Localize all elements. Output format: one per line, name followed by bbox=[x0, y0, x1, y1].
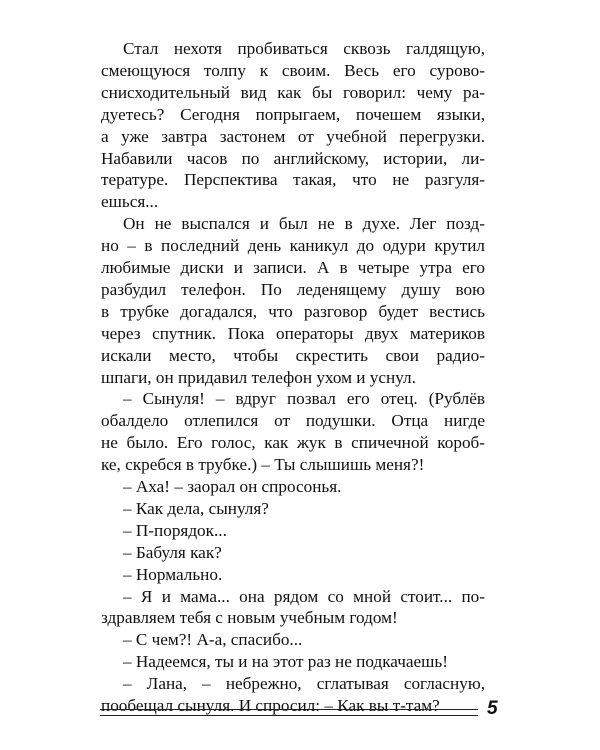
text-line: Он не выспался и был не в духе. Лег позд- bbox=[123, 214, 485, 234]
dialogue-line: – С чем?! А-а, спасибо... bbox=[123, 630, 303, 650]
text-line: смеющуюся толпу к своим. Весь его сурово- bbox=[101, 60, 485, 80]
dialogue-line: – Я и мама... она рядом со мной стоит... по- bbox=[123, 586, 485, 606]
text-line: Набавили часов по английскому, истории, ли- bbox=[101, 148, 485, 168]
dialogue-line: здравляем тебя с новым учебным годом! bbox=[101, 608, 398, 628]
text-line: шпаги, он придавил телефон ухом и уснул. bbox=[101, 367, 416, 387]
page-number: 5 bbox=[487, 698, 498, 719]
dialogue-line: – Как дела, сынуля? bbox=[123, 498, 269, 518]
footer-rule-bottom bbox=[100, 715, 478, 716]
dialogue-line: обалдело отлепился от подушки. Отца нигде bbox=[101, 411, 485, 431]
text-line: а уже завтра застонем от учебной перегрузки. bbox=[101, 126, 485, 146]
dialogue-line: – Сынуля! – вдруг позвал его отец. (Рублёв bbox=[123, 389, 485, 409]
text-line: через спутник. Пока операторы двух материков bbox=[101, 323, 485, 343]
dialogue-line: пообещал сынуля. И спросил: – Как вы т-там? bbox=[101, 696, 440, 715]
dialogue-line: – Бабуля как? bbox=[123, 542, 222, 562]
text-line: снисходительный вид как бы говорил: чему ра- bbox=[101, 82, 485, 102]
dialogue-line: ке, скребся в трубке.) – Ты слышишь меня?! bbox=[101, 455, 425, 475]
text-line: дуетесь? Сегодня попрыгаем, почешем языки, bbox=[101, 104, 485, 124]
text-line: но – в последний день каникул до одури крутил bbox=[101, 236, 485, 256]
text-line: разбудил телефон. По леденящему душу вою bbox=[101, 279, 485, 299]
text-line: ешься... bbox=[101, 192, 159, 212]
dialogue-line: – Аха! – заорал он спросонья. bbox=[123, 477, 342, 496]
text-line: Стал нехотя пробиваться сквозь галдящую, bbox=[123, 39, 485, 58]
footer-rule-top bbox=[100, 709, 478, 710]
dialogue-line: – Нормально. bbox=[123, 564, 223, 584]
dialogue-line: – Надеемся, ты и на этот раз не подкачаешь! bbox=[123, 652, 448, 672]
text-line: любимые диски и записи. А в четыре утра его bbox=[101, 258, 485, 277]
text-line: тературе. Перспектива такая, что не разгуля- bbox=[101, 170, 485, 190]
dialogue-line: – Лана, – небрежно, сглатывая согласную, bbox=[123, 674, 485, 694]
text-line: искали место, чтобы скрестить свои радио- bbox=[101, 345, 485, 365]
dialogue-line: не было. Его голос, как жук в спичечной короб- bbox=[101, 433, 485, 453]
dialogue-line: – П-порядок... bbox=[123, 520, 227, 540]
text-line: в трубке догадался, что разговор будет вестись bbox=[101, 301, 485, 321]
